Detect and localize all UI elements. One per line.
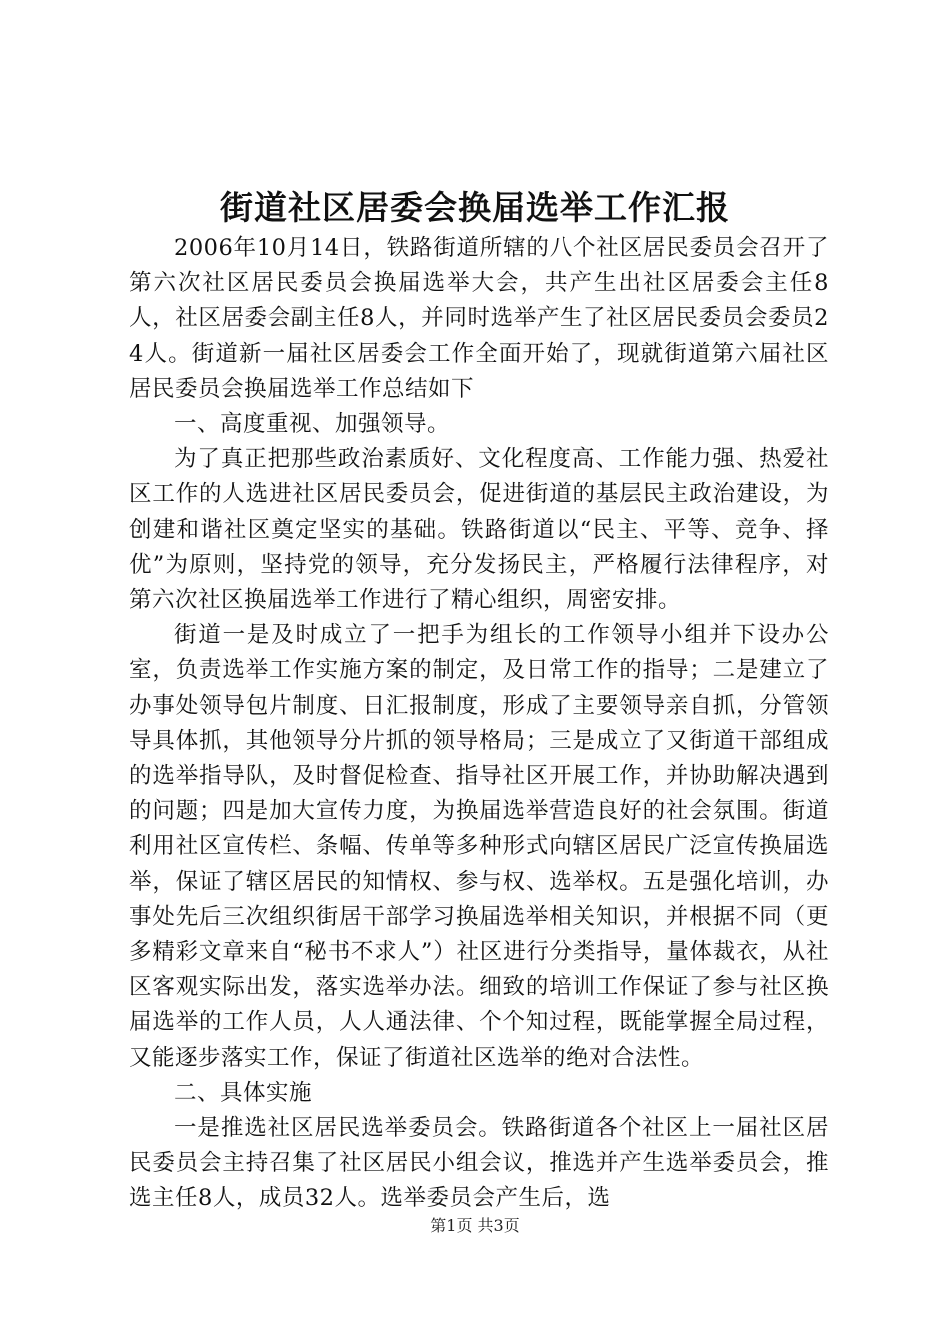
intro-paragraph: 2006年10月14日，铁路街道所辖的八个社区居民委员会召开了第六次社区居民委员会换届选举大会，共产生出社区居委会主任8人，社区居委会副主任8人，并同时选举产生了社区居民委员会委员24人。街道新一届社区居委会工作全面开始了，现就街道第六届社区居民委员会换届选举工作总结如下 bbox=[129, 235, 829, 402]
body-paragraph: 一是推选社区居民选举委员会。铁路街道各个社区上一届社区居民委员会主持召集了社区居民小组会议，推选并产生选举委员会，推选主任8人，成员32人。选举委员会产生后，选 bbox=[129, 1115, 829, 1212]
body-paragraph: 街道一是及时成立了一把手为组长的工作领导小组并下设办公室，负责选举工作实施方案的制定，及日常工作的指导；二是建立了办事处领导包片制度、日汇报制度，形成了主要领导亲自抓，分管领导具体抓，其他领导分片抓的领导格局；三是成立了又街道干部组成的选举指导队，及时督促检查、指导社区开展工作，并协助解决遇到的问题；四是加大宣传力度，为换届选举营造良好的社会氛围。街道利用社区宣传栏、条幅、传单等多种形式向辖区居民广泛宣传换届选举，保证了辖区居民的知情权、参与权、选举权。五是强化培训，办事处先后三次组织街居干部学习换届选举相关知识，并根据不同（更多精彩文章来自“秘书不求人”）社区进行分类指导，量体裁衣，从社区客观实际出发，落实选举办法。细致的培训工作保证了参与社区换届选举的工作人员，人人通法律、个个知过程，既能掌握全局过程，又能逐步落实工作，保证了街道社区选举的绝对合法性。 bbox=[129, 622, 829, 1071]
document-body bbox=[129, 231, 829, 1217]
section-heading-1: 一、高度重视、加强领导。 bbox=[174, 411, 451, 438]
page-number-footer: 第1页 共3页 bbox=[430, 1216, 520, 1235]
section-heading-2: 二、具体实施 bbox=[174, 1079, 313, 1106]
document-title: 街道社区居委会换届选举工作汇报 bbox=[220, 188, 730, 227]
body-paragraph: 为了真正把那些政治素质好、文化程度高、工作能力强、热爱社区工作的人选进社区居民委员会，促进街道的基层民主政治建设，为创建和谐社区奠定坚实的基础。铁路街道以“民主、平等、竞争、择优”为原则，坚持党的领导，充分发扬民主，严格履行法律程序，对第六次社区换届选举工作进行了精心组织，周密安排。 bbox=[129, 446, 829, 614]
